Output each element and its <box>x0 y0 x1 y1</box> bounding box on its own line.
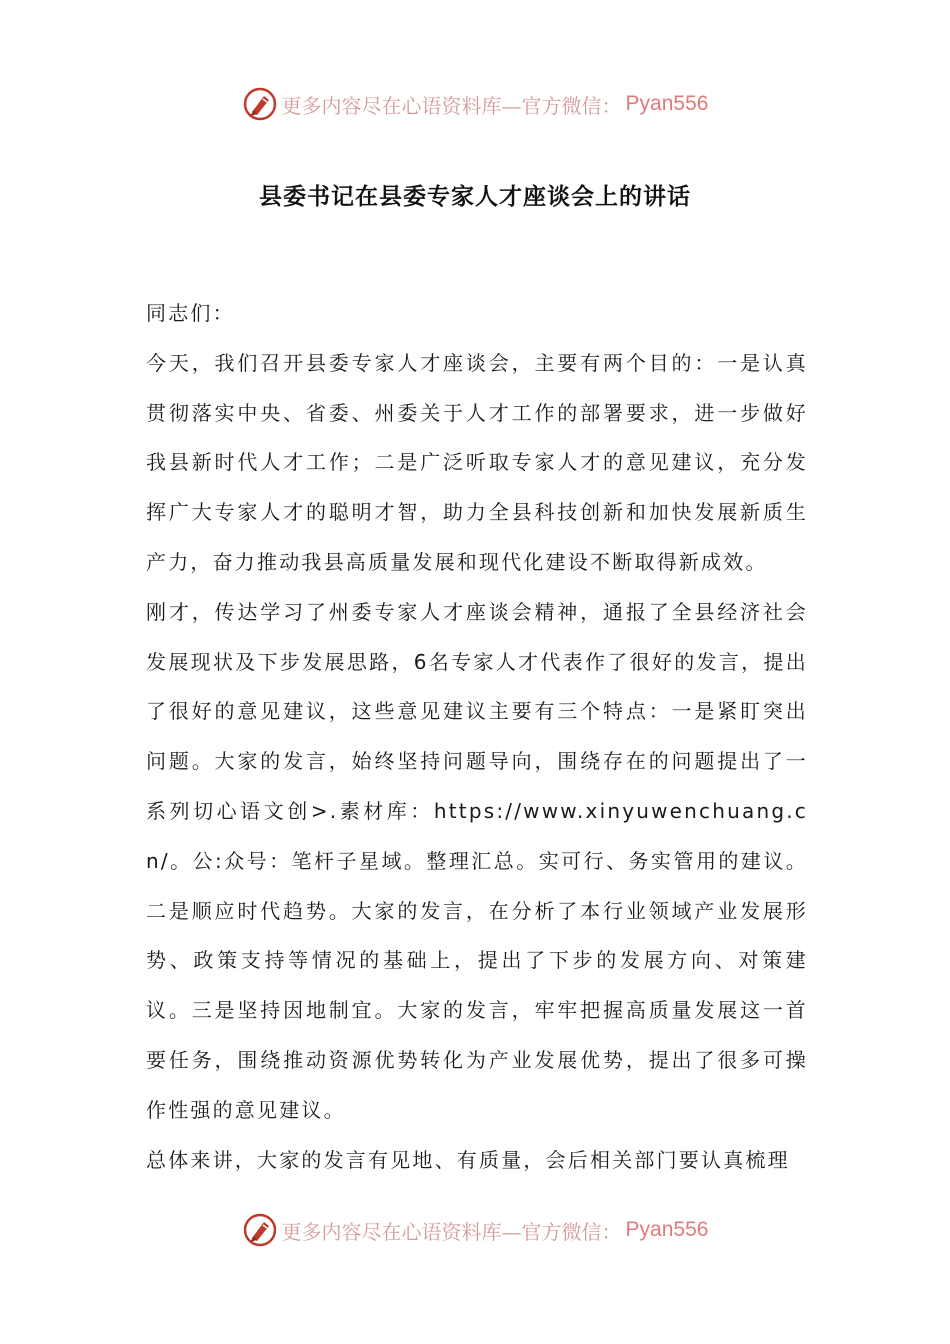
page-title: 县委书记在县委专家人才座谈会上的讲话 <box>259 183 691 210</box>
banner-text: 更多内容尽在心语资料库—官方微信： <box>281 93 622 118</box>
header-banner <box>0 82 950 126</box>
paragraph-greeting: 同志们： <box>146 301 235 325</box>
banner-wechat-id: Pyan556 <box>625 1218 709 1241</box>
paragraph: 刚才，传达学习了州委专家人才座谈会精神，通报了全县经济社会发展现状及下步发展思路，6名专家人才代表作了很好的发言，提出了很好的意见建议，这些意见建议主要有三个特点：一是紧盯突出问题。大家的发言，始终坚持问题导向，围绕存在的问题提出了一系列切心语文创>.素材库：https://www.xinyuwenchuang.cn/。公:众号：笔杆子星域。整理汇总。实可行、务实管用的建议。二是顺应时代趋势。大家的发言，在分析了本行业领域产业发展形势、政策支持等情况的基础上，提出了下步的发展方向、对策建议。三是坚持因地制宜。大家的发言，牢牢把握高质量发展这一首要任务，围绕推动资源优势转化为产业发展优势，提出了很多可操作性强的意见建议。 <box>146 599 808 1122</box>
banner-wechat-id: Pyan556 <box>625 92 709 115</box>
pen-nib-logo-icon <box>242 1212 278 1248</box>
paragraph: 今天，我们召开县委专家人才座谈会，主要有两个目的：一是认真贯彻落实中央、省委、州委关于人才工作的部署要求，进一步做好我县新时代人才工作；二是广泛听取专家人才的意见建议，充分发挥广大专家人才的聪明才智，助力全县科技创新和加快发展新质生产力，奋力推动我县高质量发展和现代化建设不断取得新成效。 <box>146 350 808 574</box>
document-body <box>146 289 808 1185</box>
pen-nib-logo-icon <box>242 86 278 122</box>
paragraph: 总体来讲，大家的发言有见地、有质量，会后相关部门要认真梳理 <box>146 1147 790 1172</box>
banner-text: 更多内容尽在心语资料库—官方微信： <box>281 1219 622 1244</box>
footer-banner <box>0 1208 950 1252</box>
